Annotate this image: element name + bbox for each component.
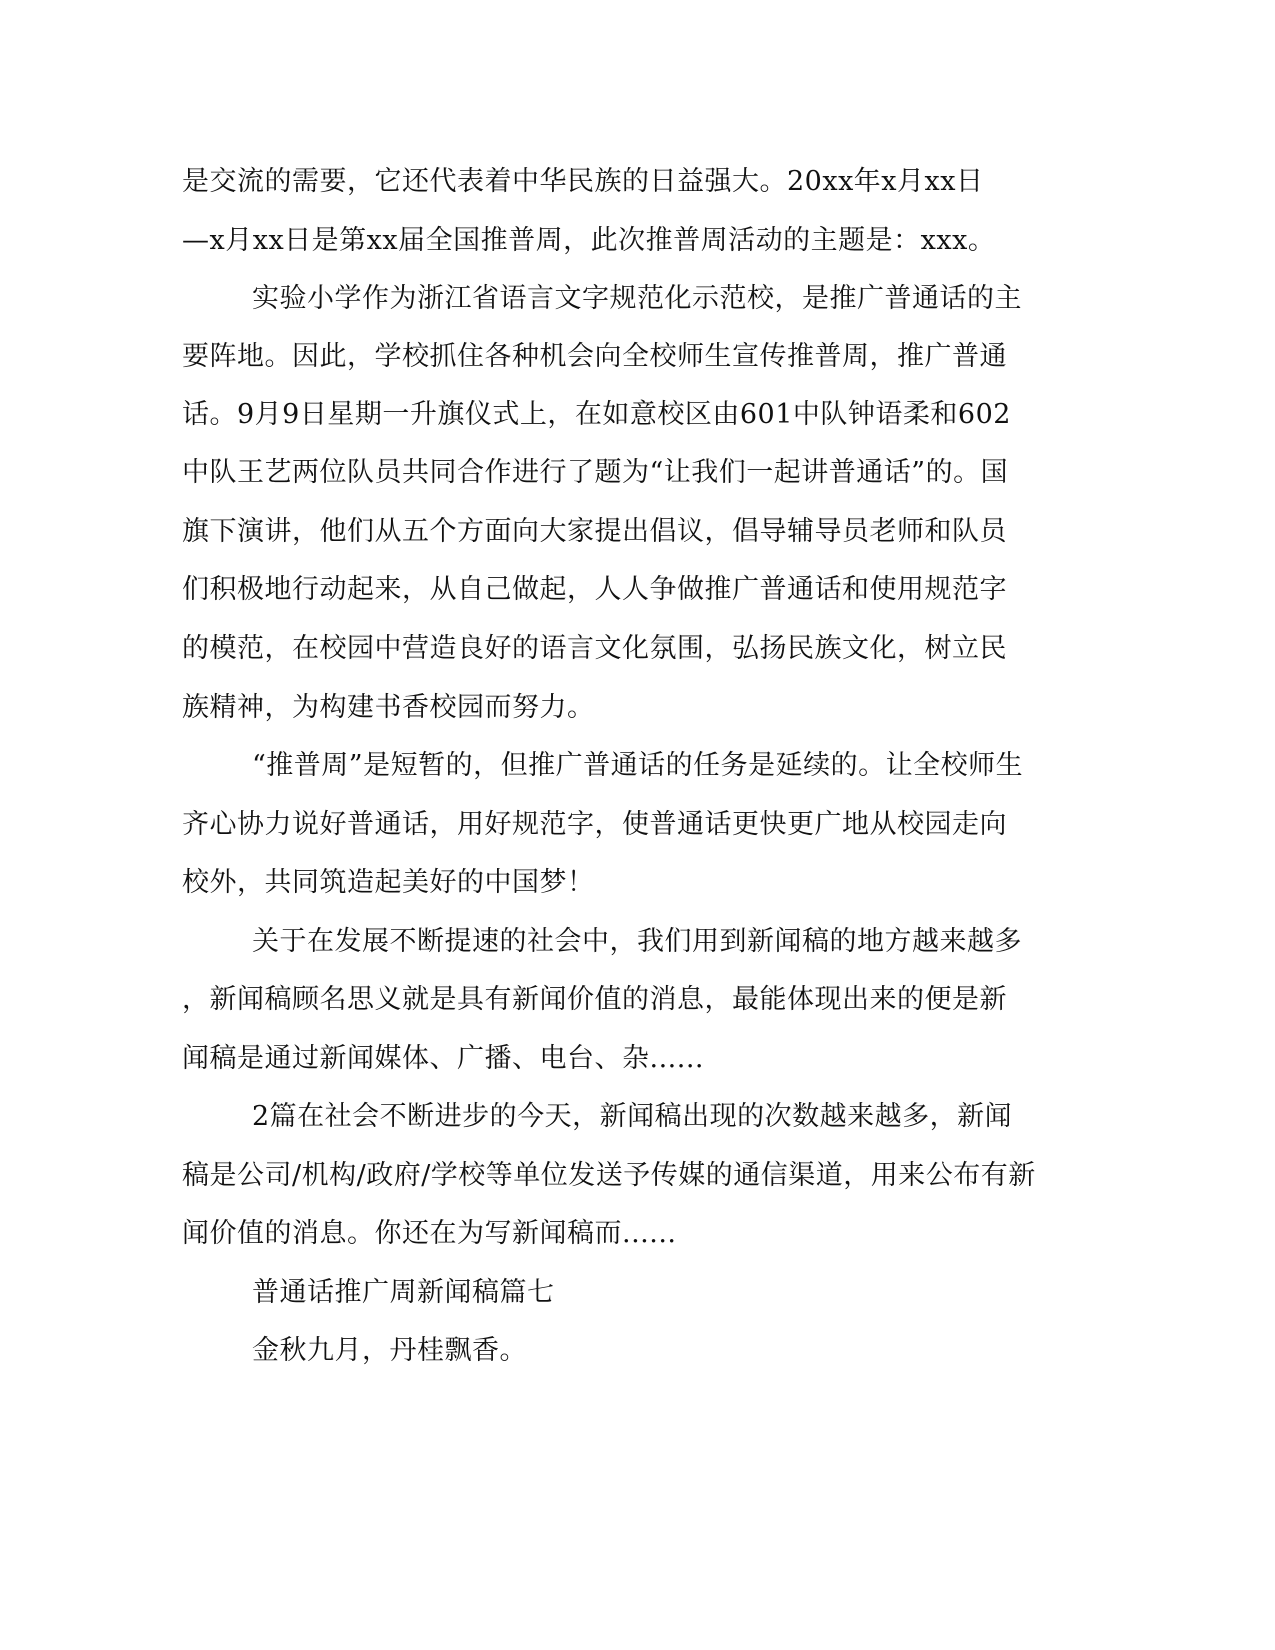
text-line: 校外，共同筑造起美好的中国梦！ bbox=[182, 867, 595, 898]
text-line: 族精神，为构建书香校园而努力。 bbox=[182, 692, 595, 723]
text-line: 话。9月9日星期一升旗仪式上，在如意校区由601中队钟语柔和602 bbox=[182, 399, 1011, 430]
text-line: 要阵地。因此，学校抓住各种机会向全校师生宣传推普周，推广普通 bbox=[182, 341, 1007, 372]
text-line: 闻价值的消息。你还在为写新闻稿而...... bbox=[182, 1218, 677, 1249]
paragraph-start-line: 实验小学作为浙江省语言文字规范化示范校，是推广普通话的主 bbox=[252, 283, 1022, 314]
paragraph-start-line: 2篇在社会不断进步的今天，新闻稿出现的次数越来越多，新闻 bbox=[252, 1101, 1013, 1132]
text-line: 旗下演讲，他们从五个方面向大家提出倡议，倡导辅导员老师和队员 bbox=[182, 516, 1007, 547]
paragraph-start-line: 关于在发展不断提速的社会中，我们用到新闻稿的地方越来越多 bbox=[252, 926, 1022, 957]
paragraph-start-line: “推普周”是短暂的，但推广普通话的任务是延续的。让全校师生 bbox=[252, 750, 1024, 781]
text-line: 的模范，在校园中营造良好的语言文化氛围，弘扬民族文化，树立民 bbox=[182, 633, 1007, 664]
text-line: ，新闻稿顾名思义就是具有新闻价值的消息，最能体现出来的便是新 bbox=[182, 984, 1007, 1015]
text-line: 中队王艺两位队员共同合作进行了题为“让我们一起讲普通话”的。国 bbox=[182, 457, 1009, 488]
text-line: —x月xx日是第xx届全国推普周，此次推普周活动的主题是：xxx。 bbox=[182, 225, 996, 256]
paragraph-start-line: 金秋九月，丹桂飘香。 bbox=[252, 1335, 527, 1366]
text-line: 齐心协力说好普通话，用好规范字，使普通话更快更广地从校园走向 bbox=[182, 809, 1007, 840]
text-line: 闻稿是通过新闻媒体、广播、电台、杂...... bbox=[182, 1043, 704, 1074]
text-line: 是交流的需要，它还代表着中华民族的日益强大。20xx年x月xx日 bbox=[182, 166, 984, 197]
text-line: 稿是公司/机构/政府/学校等单位发送予传媒的通信渠道，用来公布有新 bbox=[182, 1160, 1036, 1191]
section-heading: 普通话推广周新闻稿篇七 bbox=[252, 1277, 555, 1308]
text-line: 们积极地行动起来，从自己做起，人人争做推广普通话和使用规范字 bbox=[182, 574, 1007, 605]
